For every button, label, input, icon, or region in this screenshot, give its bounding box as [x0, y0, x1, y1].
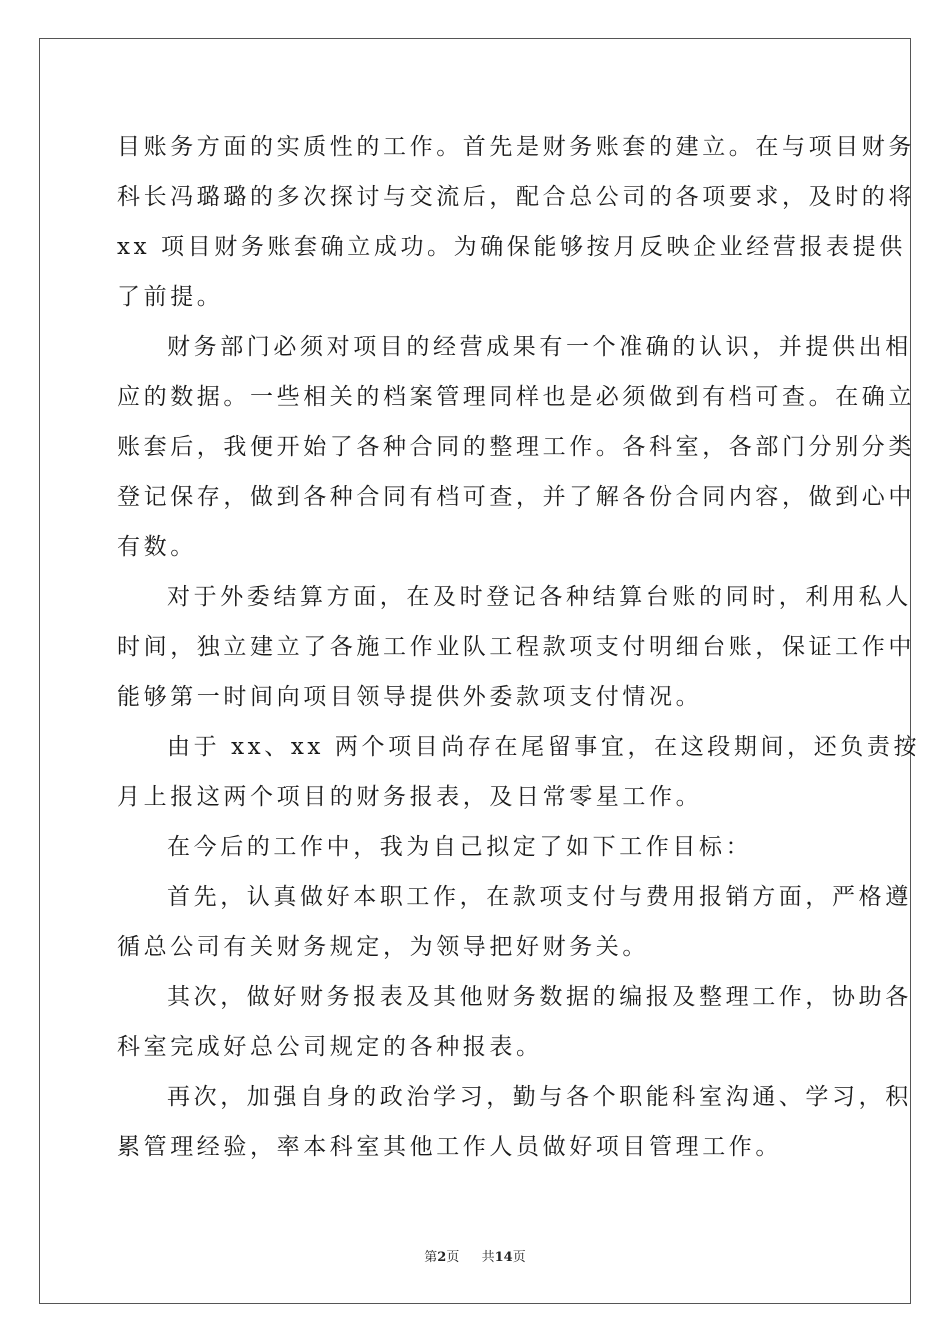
- paragraph-first-line: 在今后的工作中，我为自己拟定了如下工作目标：: [167, 834, 753, 860]
- total-suffix: 页: [512, 1250, 526, 1265]
- paragraph-first-line: 财务部门必须对项目的经营成果有一个准确的认识，并提供出相: [167, 334, 912, 360]
- paragraph-first-line: 对于外委结算方面，在及时登记各种结算台账的同时，利用私人: [167, 584, 912, 610]
- text-line: xx 项目财务账套确立成功。为确保能够按月反映企业经营报表提供: [117, 234, 906, 260]
- page-prefix: 第: [424, 1250, 438, 1265]
- page-number: 2: [437, 1250, 447, 1265]
- document-body: [117, 122, 921, 1172]
- text-line: 科长冯璐璐的多次探讨与交流后，配合总公司的各项要求，及时的将: [117, 184, 915, 210]
- page-footer: [0, 1246, 950, 1265]
- paragraph-first-line: 首先，认真做好本职工作，在款项支付与费用报销方面，严格遵: [167, 884, 912, 910]
- text-line: 应的数据。一些相关的档案管理同样也是必须做到有档可查。在确立: [117, 384, 915, 410]
- page-suffix: 页: [446, 1250, 460, 1265]
- text-line: 循总公司有关财务规定，为领导把好财务关。: [117, 934, 649, 960]
- total-prefix: 共: [481, 1250, 495, 1265]
- text-line: 时间，独立建立了各施工作业队工程款项支付明细台账，保证工作中: [117, 634, 915, 660]
- text-line: 了前提。: [117, 284, 224, 310]
- paragraph-first-line: 再次，加强自身的政治学习，勤与各个职能科室沟通、学习，积: [167, 1084, 912, 1110]
- text-line: 账套后，我便开始了各种合同的整理工作。各科室，各部门分别分类: [117, 434, 915, 460]
- text-line: 登记保存，做到各种合同有档可查，并了解各份合同内容，做到心中: [117, 484, 915, 510]
- total-pages: 14: [494, 1250, 513, 1265]
- text-line: 有数。: [117, 534, 197, 560]
- text-line: 能够第一时间向项目领导提供外委款项支付情况。: [117, 684, 703, 710]
- text-line: 累管理经验，率本科室其他工作人员做好项目管理工作。: [117, 1134, 782, 1160]
- text-line: 目账务方面的实质性的工作。首先是财务账套的建立。在与项目财务: [117, 134, 915, 160]
- text-line: 月上报这两个项目的财务报表，及日常零星工作。: [117, 784, 703, 810]
- paragraph-first-line: 其次，做好财务报表及其他财务数据的编报及整理工作，协助各: [167, 984, 912, 1010]
- text-line: 科室完成好总公司规定的各种报表。: [117, 1034, 543, 1060]
- paragraph-first-line: 由于 xx、xx 两个项目尚存在尾留事宜，在这段期间，还负责按: [167, 734, 921, 760]
